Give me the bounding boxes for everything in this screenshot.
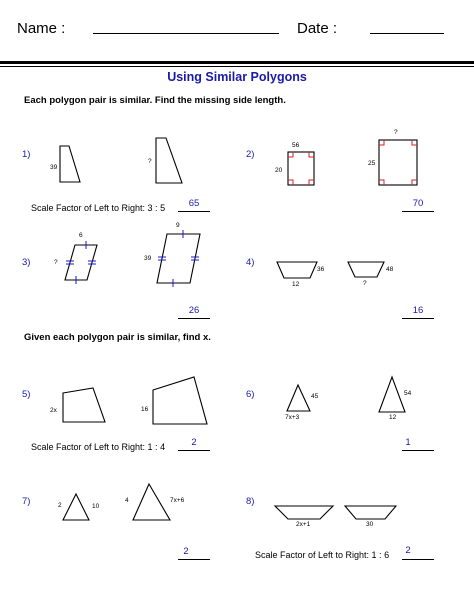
p6-label-12: 12	[389, 414, 397, 421]
p8-right-trapezoid	[345, 506, 396, 519]
p6-answer: 1	[405, 437, 411, 448]
p5-scale-factor: Scale Factor of Left to Right: 1 : 4	[31, 442, 166, 452]
p1-right-quadrilateral	[156, 138, 182, 183]
p2-label-unknown: ?	[394, 129, 398, 136]
p4-label-unknown: ?	[363, 280, 367, 287]
p2-answer: 70	[412, 198, 424, 209]
p6-label-45: 45	[311, 393, 319, 400]
page-title: Using Similar Polygons	[167, 70, 307, 84]
p6-right-triangle	[379, 377, 405, 412]
p4-answer: 16	[412, 305, 424, 316]
p7-answer: 2	[183, 546, 189, 557]
p7-answer-line	[178, 559, 210, 560]
p5-answer-line	[178, 450, 210, 451]
p6-left-triangle	[287, 385, 310, 411]
problem-6-number: 6)	[246, 389, 255, 400]
p1-answer: 65	[188, 198, 200, 209]
p6-answer-line	[402, 450, 434, 451]
p4-answer-line	[402, 318, 434, 319]
p4-left-trapezoid	[277, 262, 317, 278]
problem-1-number: 1)	[22, 149, 31, 160]
p2-right-angle-marks	[288, 140, 417, 185]
problem-7-number: 7)	[22, 496, 31, 507]
p1-left-quadrilateral	[60, 146, 80, 182]
p3-right-parallelogram	[157, 234, 200, 283]
p2-answer-line	[402, 211, 434, 212]
p5-label-2x: 2x	[50, 407, 57, 414]
p7-left-triangle	[63, 494, 89, 520]
p8-answer-line	[402, 559, 434, 560]
p4-label-48: 48	[386, 266, 394, 273]
p8-answer: 2	[405, 545, 411, 556]
date-label: Date :	[297, 20, 338, 37]
p2-label-25: 25	[368, 160, 376, 167]
p8-left-trapezoid	[275, 506, 333, 519]
p1-scale-factor: Scale Factor of Left to Right: 3 : 5	[31, 203, 166, 213]
p2-right-rectangle	[379, 140, 417, 185]
p7-label-10: 10	[92, 503, 100, 510]
p5-left-quadrilateral	[63, 388, 105, 422]
p4-label-12: 12	[292, 281, 300, 288]
instruction-section-1: Each polygon pair is similar. Find the missing side length.	[24, 95, 286, 106]
p8-scale-factor: Scale Factor of Left to Right: 1 : 6	[255, 550, 390, 560]
name-label: Name :	[17, 20, 66, 37]
p3-label-6: 6	[79, 232, 83, 239]
p3-answer-line	[178, 318, 210, 319]
p5-label-16: 16	[141, 406, 149, 413]
p7-label-2: 2	[58, 502, 62, 509]
p5-answer: 2	[191, 437, 197, 448]
instruction-section-2: Given each polygon pair is similar, find x.	[24, 332, 211, 343]
p3-congruence-ticks	[66, 230, 199, 287]
p7-label-4: 4	[125, 497, 129, 504]
p8-label-30: 30	[366, 521, 374, 528]
problem-5-number: 5)	[22, 389, 31, 400]
p2-label-20: 20	[275, 167, 283, 174]
p8-label-2x1: 2x+1	[296, 521, 311, 528]
p4-right-trapezoid	[348, 262, 384, 277]
problem-4-number: 4)	[246, 257, 255, 268]
p5-right-quadrilateral	[153, 377, 207, 424]
p7-label-7x6: 7x+6	[170, 497, 185, 504]
problem-3-number: 3)	[22, 257, 31, 268]
p3-answer: 26	[188, 305, 200, 316]
p6-label-54: 54	[404, 390, 412, 397]
p3-left-parallelogram	[65, 245, 97, 280]
p3-label-unknown: ?	[54, 259, 58, 266]
p4-label-36: 36	[317, 266, 325, 273]
problem-8-number: 8)	[246, 496, 255, 507]
p3-label-9: 9	[176, 222, 180, 229]
p1-label-39: 39	[50, 164, 58, 171]
p1-label-unknown: ?	[148, 158, 152, 165]
p3-label-39: 39	[144, 255, 152, 262]
p6-label-7x3: 7x+3	[285, 414, 300, 421]
p7-right-triangle	[133, 484, 170, 520]
p1-answer-line	[178, 211, 210, 212]
problem-2-number: 2)	[246, 149, 255, 160]
p2-label-56: 56	[292, 142, 300, 149]
